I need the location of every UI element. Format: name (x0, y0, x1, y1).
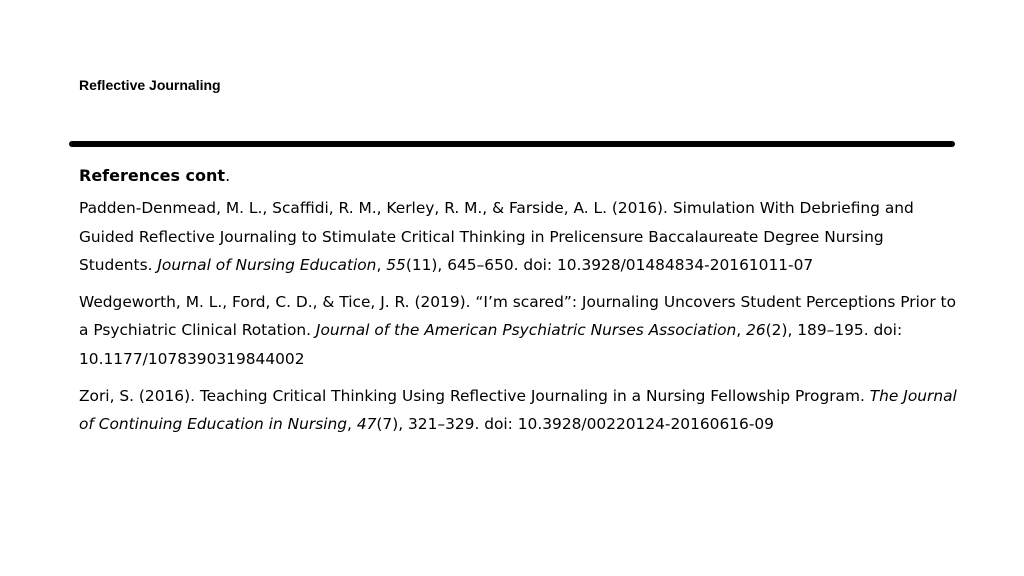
reference-details: (11), 645–650. doi: 10.3928/01484834-20161011-07 (405, 256, 814, 275)
section-heading-suffix: . (225, 166, 231, 185)
reference-journal: Journal of Nursing Education (157, 256, 377, 275)
reference-volume: 55 (386, 256, 406, 275)
reference-details: (2), 189–195. doi: 10.1177/1078390319844002 (79, 321, 903, 368)
reference-text: Wedgeworth, M. L., Ford, C. D., & Tice, J. R. (2019). “I’m scared”: Journaling Uncovers Student Perceptions Prior to a Psychiatric Clinical Rotation. (79, 292, 957, 340)
reference-volume: 26 (746, 321, 766, 340)
reference-item (79, 194, 959, 280)
section-heading-text: References cont (79, 166, 226, 185)
section-heading (79, 164, 959, 188)
reference-separator: , (736, 321, 747, 340)
references-content (79, 164, 959, 447)
reference-journal: The Journal of Continuing Education in Nursing (79, 386, 957, 434)
title-divider (69, 141, 955, 147)
reference-item (79, 382, 959, 439)
reference-text: Padden-Denmead, M. L., Scaffidi, R. M., Kerley, R. M., & Farside, A. L. (2016). Simulation With Debriefing and Guided Reflective Journaling to Stimulate Critical Thinking in Prelicensure Baccalaureate Degree Nursing Students. (79, 199, 914, 275)
reference-separator: , (376, 256, 387, 275)
reference-separator: , (347, 415, 357, 434)
reference-journal: Journal of the American Psychiatric Nurses Association (315, 321, 737, 340)
reference-volume: 47 (356, 415, 377, 434)
reference-item (79, 288, 959, 374)
reference-text: Zori, S. (2016). Teaching Critical Thinking Using Reflective Journaling in a Nursing Fellowship Program. (79, 386, 870, 405)
reference-details: (7), 321–329. doi: 10.3928/00220124-20160616-09 (376, 415, 774, 434)
slide-title: Reflective Journaling (79, 77, 221, 93)
